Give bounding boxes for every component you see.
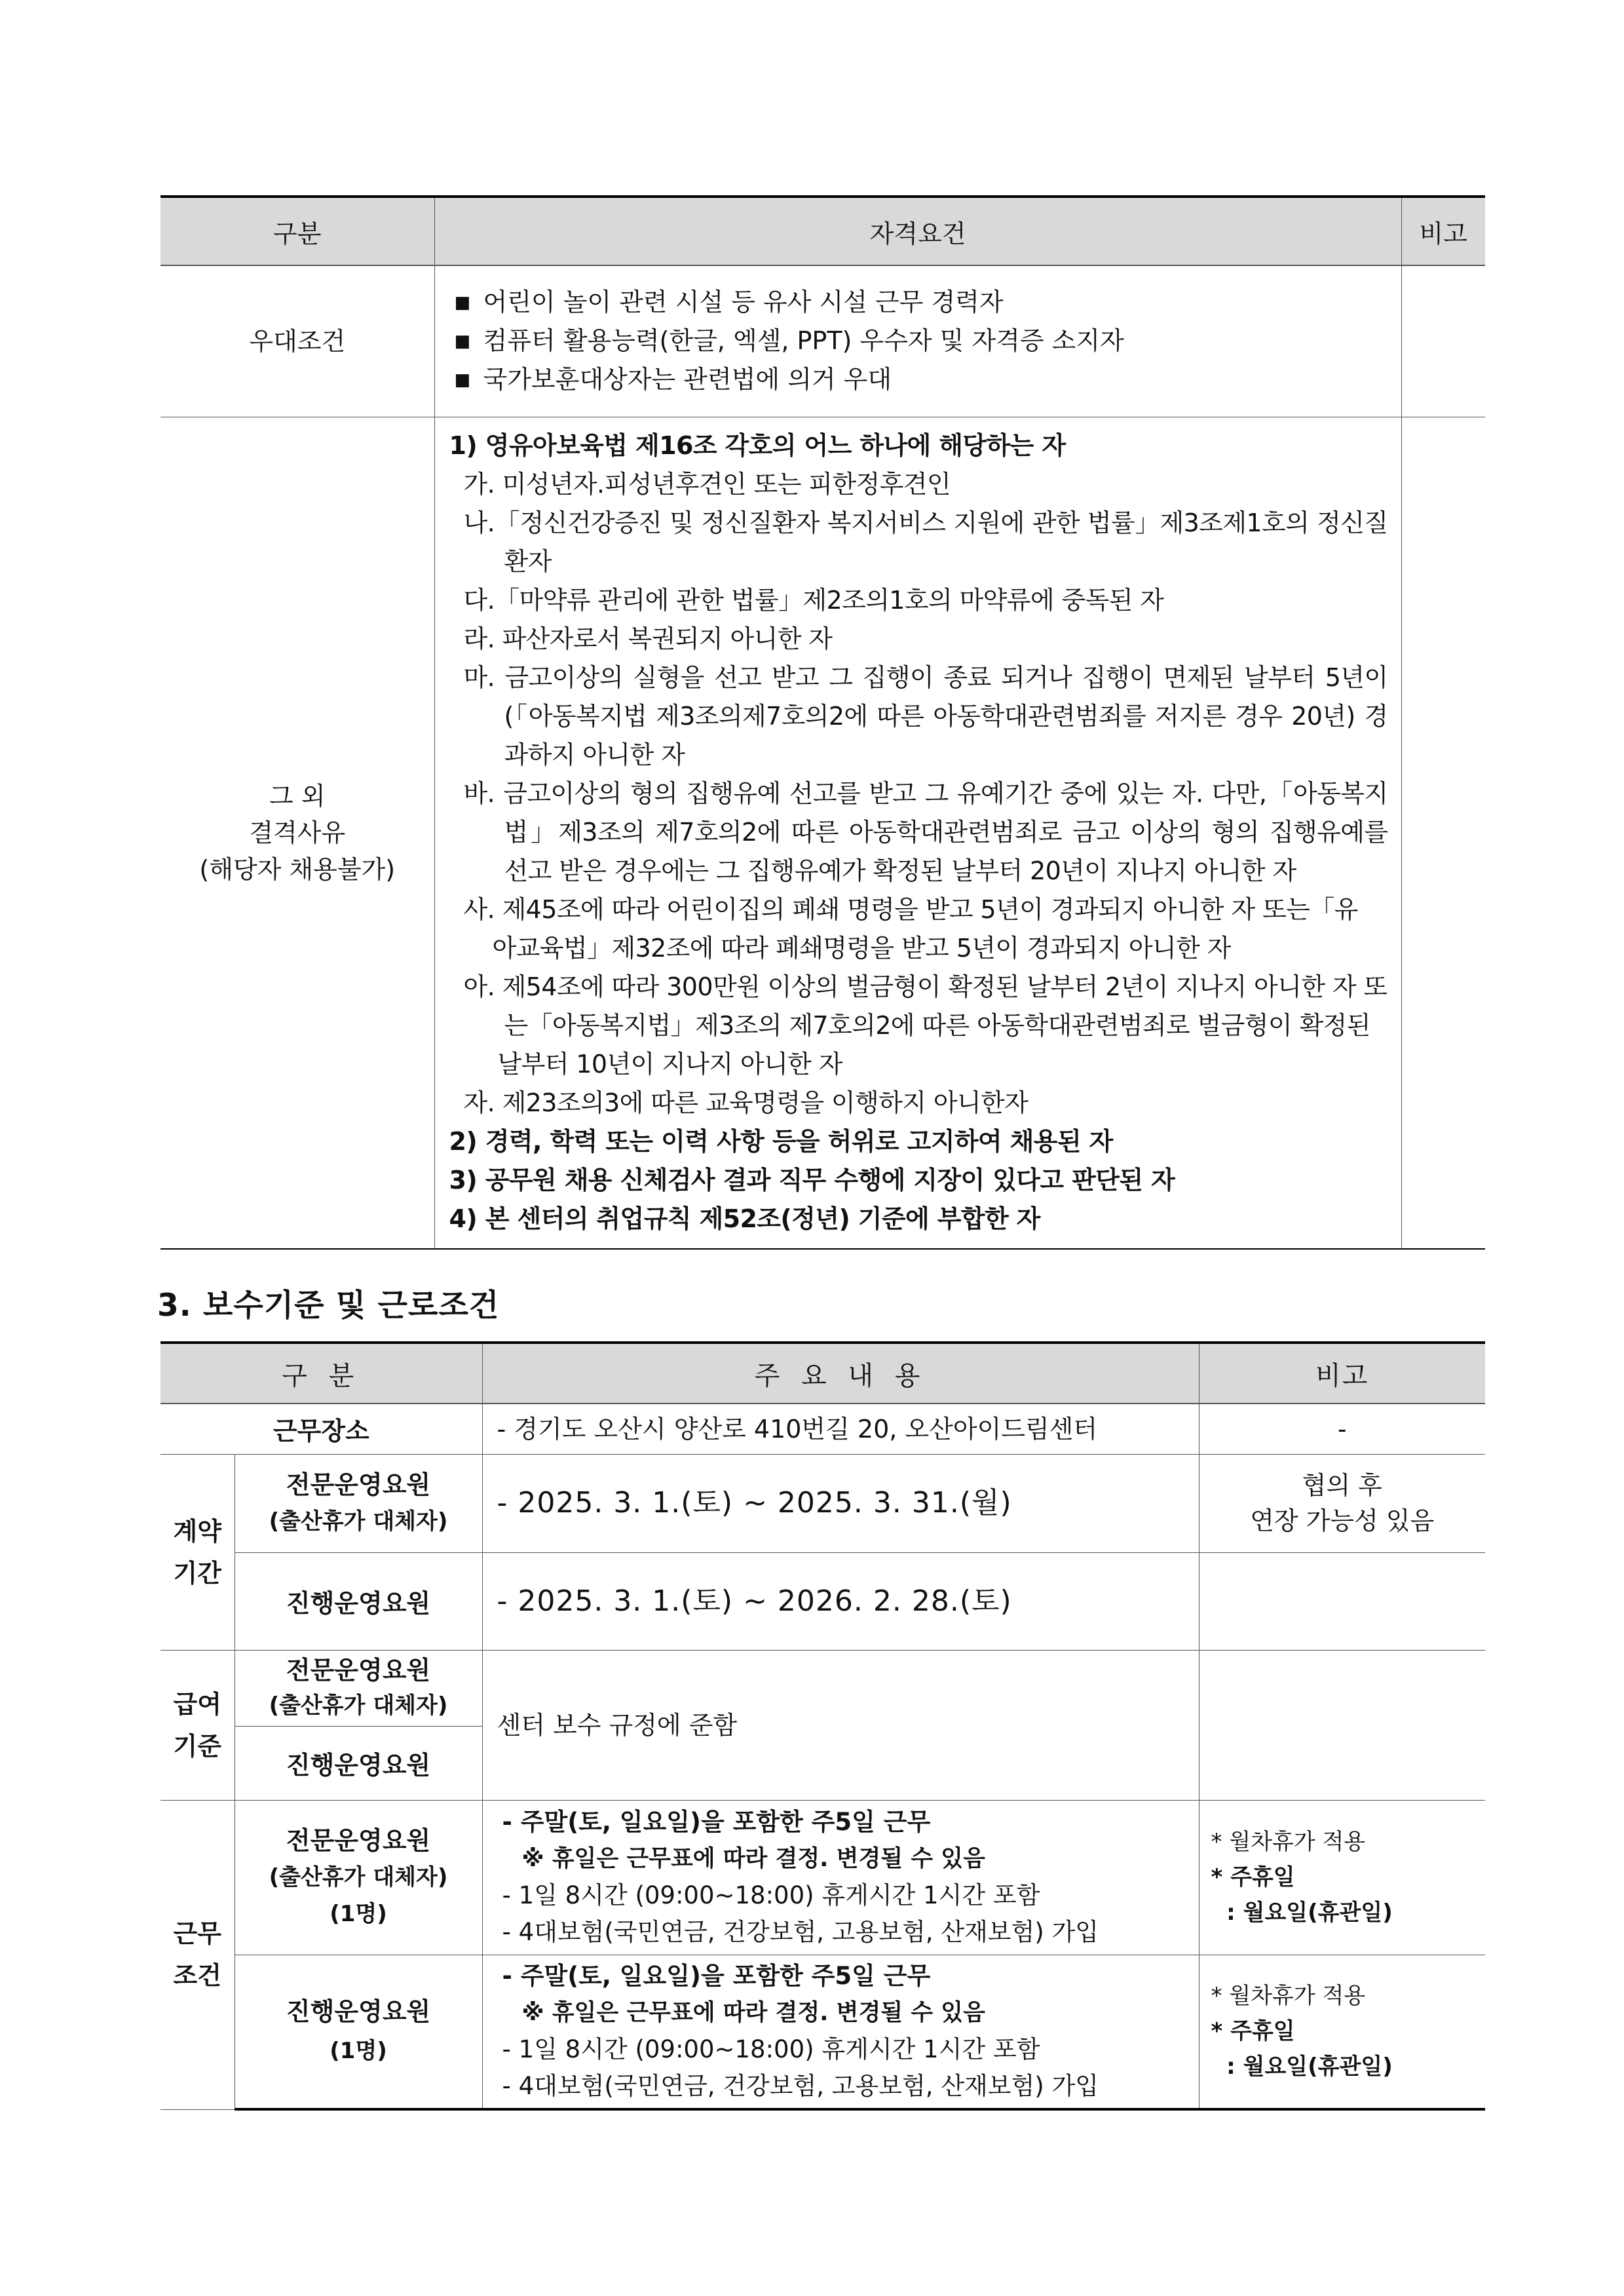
table-header-row <box>161 1343 1485 1404</box>
item-2: 2) 경력, 학력 또는 이력 사항 등을 허위로 고지하여 채용된 자 <box>449 1127 1113 1157</box>
contract-row-1 <box>161 1454 1485 1552</box>
contract-group-label: 계약 기간 <box>161 1454 235 1650</box>
contract-remarks: 협의 후 연장 가능성 있음 <box>1199 1454 1485 1552</box>
list-item: ■ 어린이 놀이 관련 시설 등 유사 시설 근무 경력자 <box>455 283 1401 322</box>
sub-item-ga: 가. 미성년자.피성년후견인 또는 피한정후견인 <box>463 470 951 499</box>
item-3: 3) 공무원 채용 신체검사 결과 직무 수행에 지장이 있다고 판단된 자 <box>449 1166 1175 1195</box>
sub-item-ra: 라. 파산자로서 복권되지 아니한 자 <box>463 624 833 654</box>
salary-group-label: 급여 기준 <box>161 1650 235 1800</box>
contract-remarks-2 <box>1199 1552 1485 1650</box>
disqualification-label: 그 외 결격사유 (해당자 채용불가) <box>161 417 434 1249</box>
work-role-progress: 진행운영요원 (1명) <box>235 1955 482 2109</box>
contract-period-specialist: - 2025. 3. 1.(토) ~ 2025. 3. 31.(월) <box>482 1454 1199 1552</box>
conditions-table <box>161 1341 1485 2111</box>
work-content-progress: - 주말(토, 일요일)을 포함한 주5일 근무 ※ 휴일은 근무표에 따라 결정. 변경될 수 있음 - 1일 8시간 (09:00~18:00) 휴게시간 1시간 포함 - 4대보험(국민연금, 건강보험, 고용보험, 산재보험) 가입 <box>482 1955 1199 2109</box>
workplace-content: - 경기도 오산시 양산로 410번길 20, 오산아이드림센터 <box>482 1404 1199 1454</box>
square-bullet-icon: ■ <box>454 332 471 352</box>
sub-item-ah: 아. 제54조에 따라 300만원 이상의 벌금형이 확정된 날부터 2년이 지나지 아니한 자 또 는「아동복지법」제3조의 제7호의2에 따른 아동학대관련범죄로 벌금형이 확정된 날부터 10년이 지나지 아니한 자 <box>463 972 1388 1079</box>
sub-item-ba: 바. 금고이상의 형의 집행유예 선고를 받고 그 유예기간 중에 있는 자. 다만,「아동복지법」제3조의 제7호의2에 따른 아동학대관련범죄로 금고 이상의 형의 집행유예를 선고 받은 경우에는 그 집행유예가 확정된 날부터 20년이 지나지 아니한 자 <box>463 779 1388 886</box>
salary-role-specialist: 전문운영요원 (출산휴가 대체자) <box>235 1650 482 1726</box>
item-1-title: 1) 영유아보육법 제16조 각호의 어느 하나에 해당하는 자 <box>449 431 1066 461</box>
section-heading: 3. 보수기준 및 근로조건 <box>157 1288 500 1324</box>
workplace-remarks: - <box>1199 1404 1485 1454</box>
sub-item-da: 다.「마약류 관리에 관한 법률」제2조의1호의 마약류에 중독된 자 <box>463 586 1164 615</box>
header-category: 구분 <box>161 197 434 265</box>
salary-row-1 <box>161 1650 1485 1726</box>
work-remarks-progress: * 월차휴가 적용 * 주휴일 : 월요일(휴관일) <box>1199 1955 1485 2109</box>
work-group-label: 근무 조건 <box>161 1800 235 2109</box>
square-bullet-icon: ■ <box>454 370 471 391</box>
square-bullet-icon: ■ <box>454 293 471 313</box>
header-requirements: 자격요건 <box>434 197 1401 265</box>
header-content: 주 요 내 용 <box>482 1343 1199 1404</box>
preferred-row <box>161 265 1485 417</box>
sub-item-ma: 마. 금고이상의 실형을 선고 받고 그 집행이 종료 되거나 집행이 면제된 날부터 5년이(「아동복지법 제3조의제7호의2에 따른 아동학대관련범죄를 저지른 경우 20년) 경과하지 아니한 자 <box>463 663 1388 770</box>
work-content-specialist: - 주말(토, 일요일)을 포함한 주5일 근무 ※ 휴일은 근무표에 따라 결정. 변경될 수 있음 - 1일 8시간 (09:00~18:00) 휴게시간 1시간 포함 - 4대보험(국민연금, 건강보험, 고용보험, 산재보험) 가입 <box>482 1800 1199 1955</box>
contract-role-specialist: 전문운영요원 (출산휴가 대체자) <box>235 1454 482 1552</box>
header-remarks: 비고 <box>1199 1343 1485 1404</box>
sub-item-na: 나.「정신건강증진 및 정신질환자 복지서비스 지원에 관한 법률」제3조제1호의 정신질환자 <box>463 508 1388 577</box>
work-row-2 <box>161 1955 1485 2109</box>
work-remarks-specialist: * 월차휴가 적용 * 주휴일 : 월요일(휴관일) <box>1199 1800 1485 1955</box>
disqualification-row <box>161 417 1485 1249</box>
work-row-1 <box>161 1800 1485 1955</box>
contract-row-2 <box>161 1552 1485 1650</box>
sub-item-ja: 자. 제23조의3에 따른 교육명령을 이행하지 아니한자 <box>463 1088 1029 1118</box>
preferred-label: 우대조건 <box>161 265 434 417</box>
header-remarks: 비고 <box>1401 197 1485 265</box>
preferred-list <box>434 265 1401 417</box>
salary-remarks <box>1199 1650 1485 1800</box>
qualification-table <box>161 195 1485 1250</box>
sub-item-sa: 사. 제45조에 따라 어린이집의 폐쇄 명령을 받고 5년이 경과되지 아니한 자 또는「유 아교육법」제32조에 따라 폐쇄명령을 받고 5년이 경과되지 아니한 자 <box>463 895 1358 963</box>
salary-role-progress: 진행운영요원 <box>235 1726 482 1800</box>
list-item: ■ 국가보훈대상자는 관련법에 의거 우대 <box>455 360 1401 399</box>
workplace-row <box>161 1404 1485 1454</box>
preferred-remarks <box>1401 265 1485 417</box>
contract-role-progress: 진행운영요원 <box>235 1552 482 1650</box>
salary-content: 센터 보수 규정에 준함 <box>482 1650 1199 1800</box>
disqualification-remarks <box>1401 417 1485 1249</box>
header-category: 구 분 <box>161 1343 482 1404</box>
contract-period-progress: - 2025. 3. 1.(토) ~ 2026. 2. 28.(토) <box>482 1552 1199 1650</box>
table-header-row <box>161 197 1485 265</box>
disqualification-list <box>434 417 1401 1249</box>
list-item: ■ 컴퓨터 활용능력(한글, 엑셀, PPT) 우수자 및 자격증 소지자 <box>455 322 1401 360</box>
work-role-specialist: 전문운영요원 (출산휴가 대체자) (1명) <box>235 1800 482 1955</box>
item-4: 4) 본 센터의 취업규칙 제52조(정년) 기준에 부합한 자 <box>449 1204 1040 1234</box>
workplace-label: 근무장소 <box>161 1404 482 1454</box>
